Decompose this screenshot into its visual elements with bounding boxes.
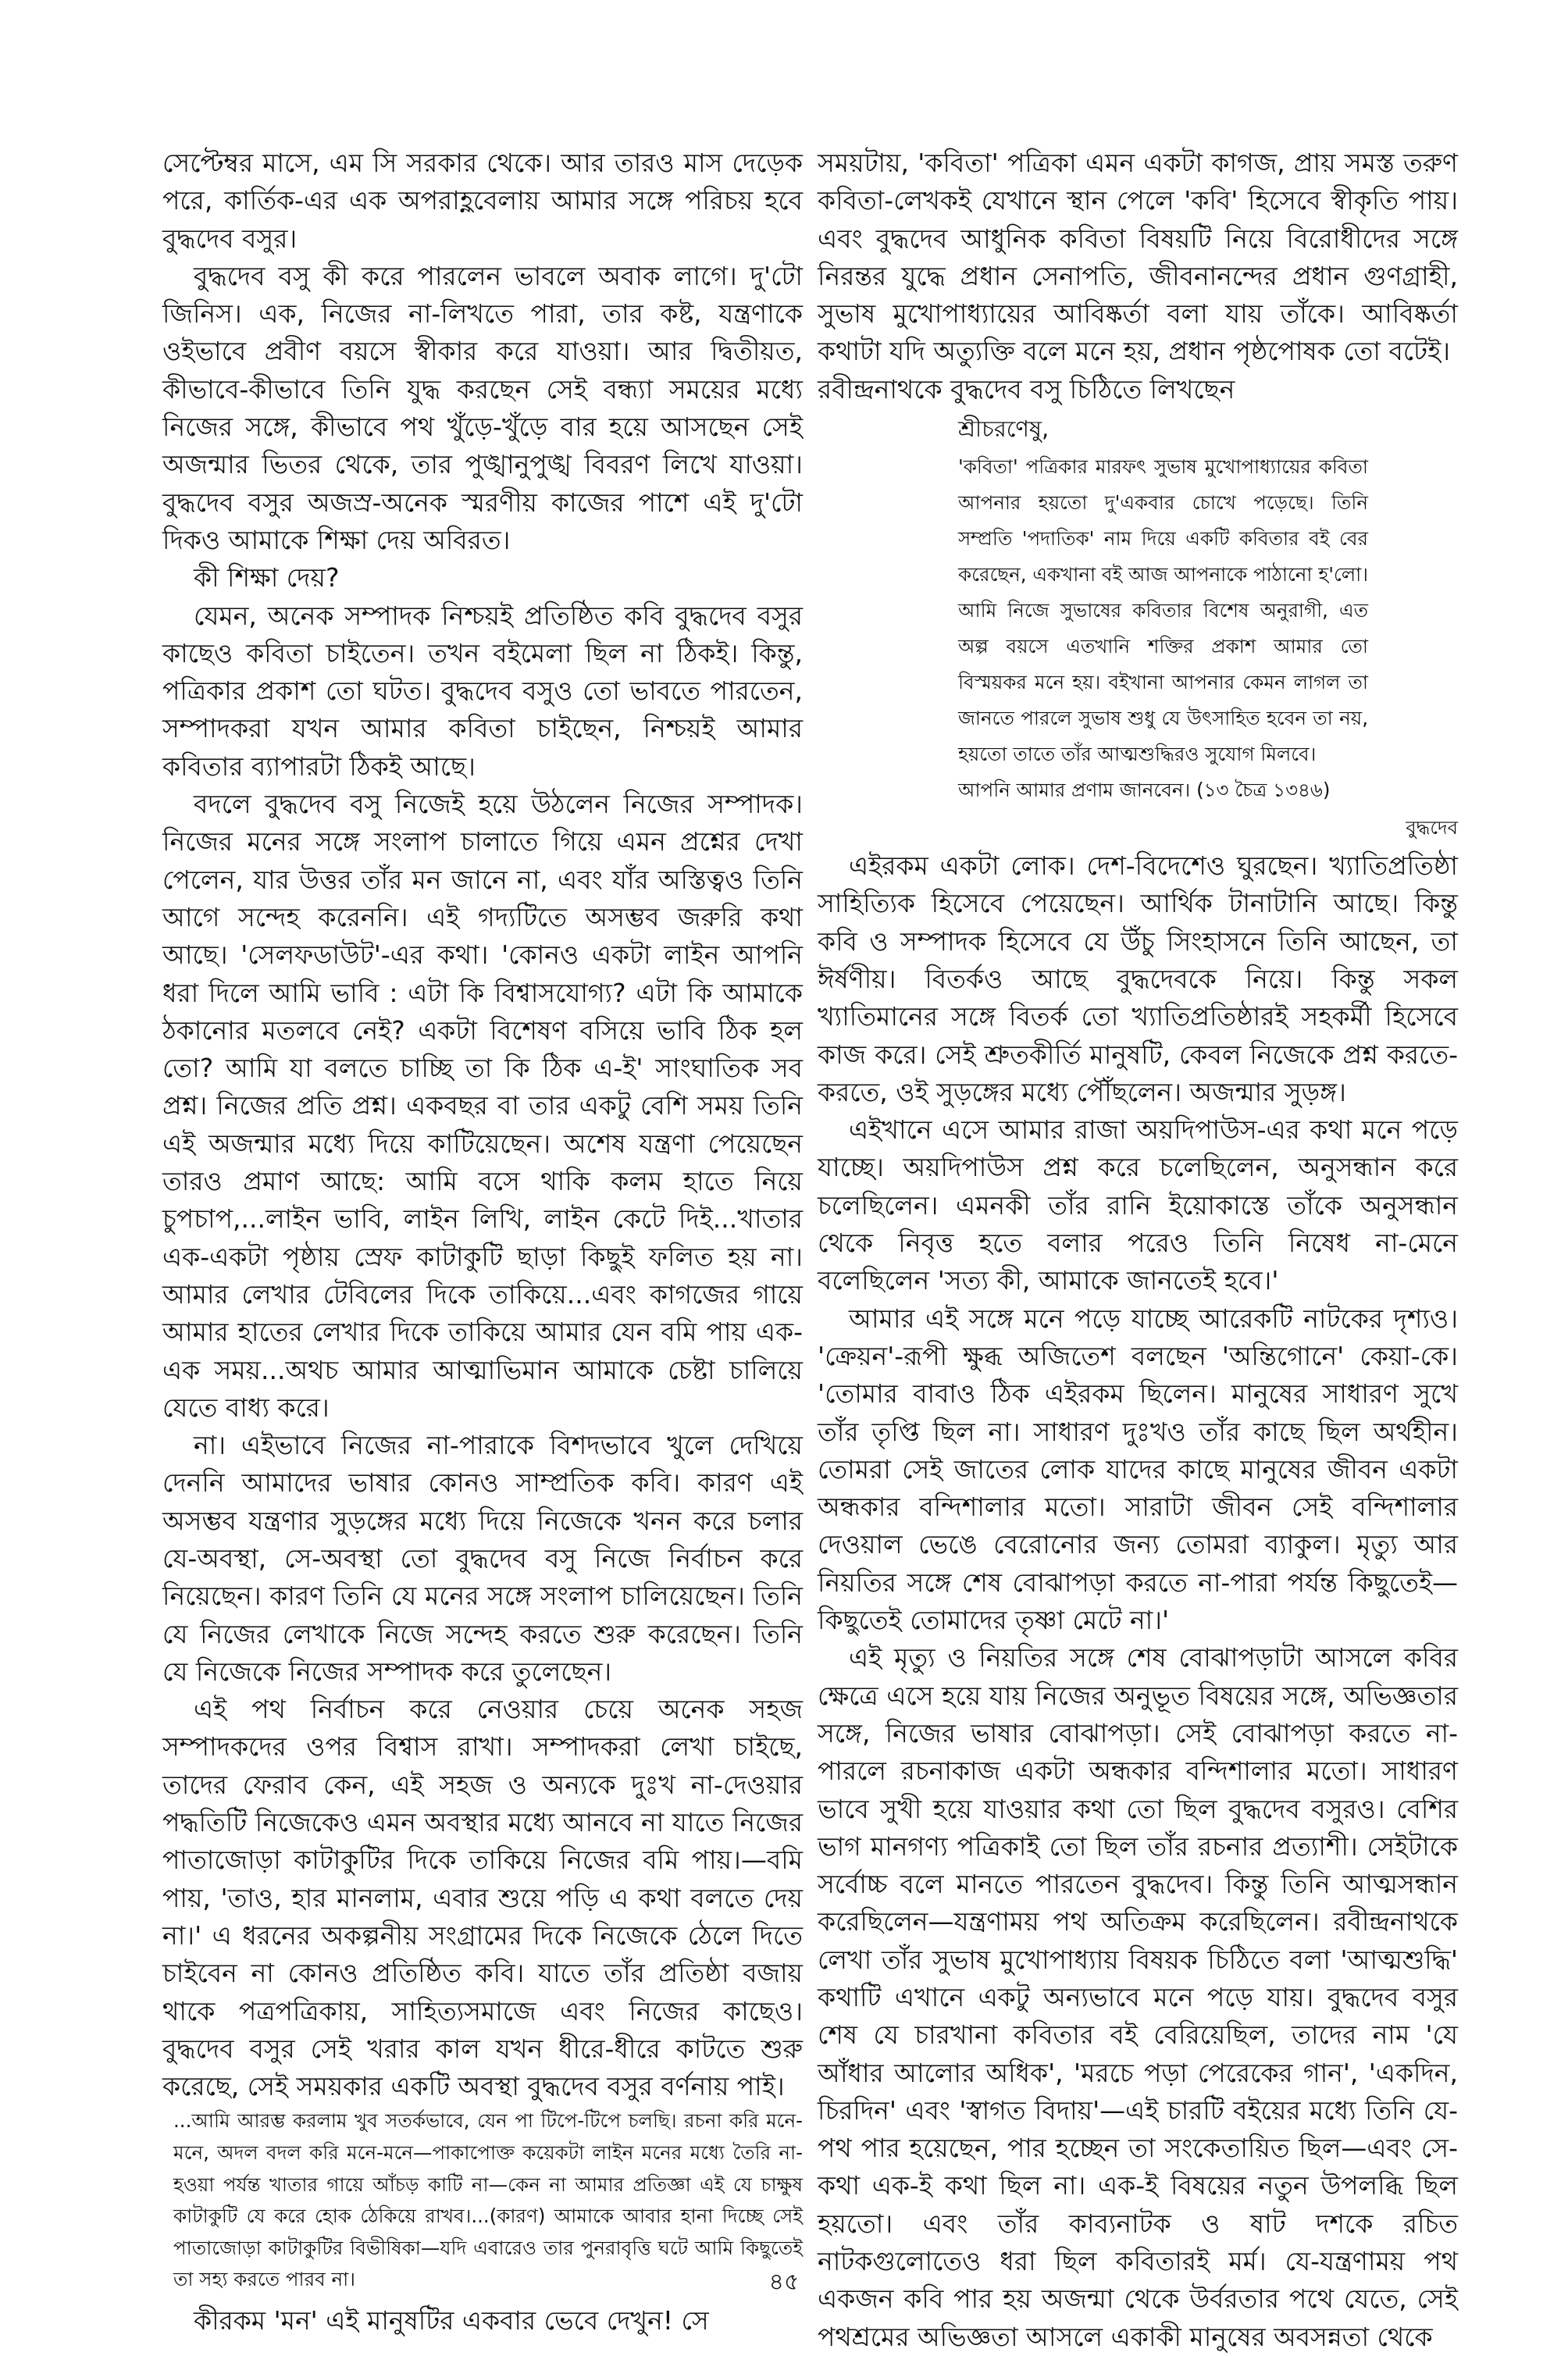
paragraph: এই পথ নির্বাচন করে নেওয়ার চেয়ে অনেক সহজ সম্পাদকদের ওপর বিশ্বাস রাখা। সম্পাদকরা লেখা চাইছে, তাদের ফেরাব কেন, এই সহজ ও অন্যকে দুঃখ না-দেওয়ার পদ্ধতিটি নিজেকেও এমন অবস্থার মধ্যে আনবে না যাতে নিজের পাতাজোড়া কাটাকুটির দিকে তাকিয়ে নিজের বমি পায়।—বমি পায়, 'তাও, হার মানলাম, এবার শুয়ে পড়ি এ কথা বলতে দেয় না।' এ ধরনের অকল্পনীয় সংগ্রামের দিকে নিজেকে ঠেলে দিতে চাইবেন না কোনও প্রতিষ্ঠিত কবি। যাতে তাঁর প্রতিষ্ঠা বজায় থাকে পত্রপত্রিকায়, সাহিত্যসমাজে এবং নিজের কাছেও। বুদ্ধদেব বসুর সেই খরার কাল যখন ধীরে-ধীরে কাটতে শুরু করেছে, সেই সময়কার একটি অবস্থা বুদ্ধদেব বসুর বর্ণনায় পাই। [162, 1694, 803, 2102]
paragraph: আমার এই সঙ্গে মনে পড়ে যাচ্ছে আরেকটি নাটকের দৃশ্যও। 'ক্রেয়ন'-রূপী ক্ষুব্ধ অজিতেশ বলছেন 'অন্তিগোনে' কেয়া-কে। 'তোমার বাবাও ঠিক এইরকম ছিলেন। মানুষের সাধারণ সুখে তাঁর তৃপ্তি ছিল না। সাধারণ দুঃখও তাঁর কাছে ছিল অর্থহীন। তোমরা সেই জাতের লোক যাদের কাছে মানুষের জীবন একটা অন্ধকার বন্দিশালার মতো। সারাটা জীবন সেই বন্দিশালার দেওয়াল ভেঙে বেরোনোর জন্য তোমরা ব্যাকুল। মৃত্যু আর নিয়তির সঙ্গে শেষ বোঝাপড়া করতে না-পারা পর্যন্ত কিছুতেই—কিছুতেই তোমাদের তৃষ্ণা মেটে না।' [818, 1303, 1458, 1636]
left-column [162, 144, 803, 2340]
letter-quote: আপনি আমার প্রণাম জানবেন। (১৩ চৈত্র ১৩৪৬) [958, 779, 1331, 802]
letter-signature: বুদ্ধদেব [1406, 817, 1458, 839]
paragraph: এইখানে এসে আমার রাজা অয়দিপাউস-এর কথা মনে পড়ে যাচ্ছে। অয়দিপাউস প্রশ্ন করে চলেছিলেন, অনুসন্ধান করে চলেছিলেন। এমনকী তাঁর রানি ইয়োকাস্তে তাঁকে অনুসন্ধান থেকে নিবৃত্ত হতে বলার পরেও তিনি নিষেধ না-মেনে বলেছিলেন 'সত্য কী, আমাকে জানতেই হবে।' [818, 1114, 1458, 1296]
paragraph: এই মৃত্যু ও নিয়তির সঙ্গে শেষ বোঝাপড়াটা আসলে কবির ক্ষেত্রে এসে হয়ে যায় নিজের অনুভূত বিষয়ের সঙ্গে, অভিজ্ঞতার সঙ্গে, নিজের ভাষার বোঝাপড়া। সেই বোঝাপড়া করতে না-পারলে রচনাকাজ একটা অন্ধকার বন্দিশালার মতো। সাধারণ ভাবে সুখী হয়ে যাওয়ার কথা তো ছিল বুদ্ধদেব বসুরও। বেশির ভাগ মানগণ্য পত্রিকাই তো ছিল তাঁর রচনার প্রত্যাশী। সেইটাকে সর্বোচ্চ বলে মানতে পারতেন বুদ্ধদেব। কিন্তু তিনি আত্মসন্ধান করেছিলেন—যন্ত্রণাময় পথ অতিক্রম করেছিলেন। রবীন্দ্রনাথকে লেখা তাঁর সুভাষ মুখোপাধ্যায় বিষয়ক চিঠিতে বলা 'আত্মশুদ্ধি' কথাটি এখানে একটু অন্যভাবে মনে পড়ে যায়। বুদ্ধদেব বসুর শেষ যে চারখানা কবিতার বই বেরিয়েছিল, তাদের নাম 'যে আঁধার আলোর অধিক', 'মরচে পড়া পেরেকের গান', 'একদিন, চিরদিন' এবং 'স্বাগত বিদায়'—এই চারটি বইয়ের মধ্যে তিনি যে-পথ পার হয়েছেন, পার হচ্ছেন তা সংকেতায়িত ছিল—এবং সে-কথা এক-ই কথা ছিল না। এক-ই বিষয়ের নতুন উপলব্ধি ছিল হয়তো। এবং তাঁর কাব্যনাটক ও ষাট দশকে রচিত নাটকগুলোতেও ধরা ছিল কবিতারই মর্ম। যে-যন্ত্রণাময় পথ একজন কবি পার হয় অজন্মা থেকে উর্বরতার পথে যেতে, সেই পথশ্রমের অভিজ্ঞতা আসলে একাকী মানুষের অবসন্নতা থেকে [818, 1642, 1458, 2352]
paragraph: বুদ্ধদেব বসু কী করে পারলেন ভাবলে অবাক লাগে। দু'টো জিনিস। এক, নিজের না-লিখতে পারা, তার কষ্ট, যন্ত্রণাকে ওইভাবে প্রবীণ বয়সে স্বীকার করে যাওয়া। আর দ্বিতীয়ত, কীভাবে-কীভাবে তিনি যুদ্ধ করছেন সেই বন্ধ্যা সময়ের মধ্যে নিজের সঙ্গে, কীভাবে পথ খুঁড়ে-খুঁড়ে বার হয়ে আসছেন সেই অজন্মার ভিতর থেকে, তার পুঙ্খানুপুঙ্খ বিবরণ লিখে যাওয়া। বুদ্ধদেব বসুর অজস্র-অনেক স্মরণীয় কাজের পাশে এই দু'টো দিকও আমাকে শিক্ষা দেয় অবিরত। [162, 260, 803, 555]
block-quote: ...আমি আরম্ভ করলাম খুব সতর্কভাবে, যেন পা টিপে-টিপে চলছি। রচনা করি মনে-মনে, অদল বদল করি মনে-মনে—পাকাপোক্ত কয়েকটা লাইন মনের মধ্যে তৈরি না-হওয়া পর্যন্ত খাতার গায়ে আঁচড় কাটি না—কেন না আমার প্রতিজ্ঞা এই যে চাক্ষুষ কাটাকুটি যে করে হোক ঠেকিয়ে রাখব।...(কারণ) আমাকে আবার হানা দিচ্ছে সেই পাতাজোড়া কাটাকুটির বিভীষিকা—যদি এবারেও তার পুনরাবৃত্তি ঘটে আমি কিছুতেই তা সহ্য করতে পারব না। [173, 2109, 803, 2291]
paragraph: কী শিক্ষা দেয়? [194, 562, 340, 593]
paragraph: রবীন্দ্রনাথকে বুদ্ধদেব বসু চিঠিতে লিখছেন [818, 373, 1235, 405]
letter-quote: 'কবিতা' পত্রিকার মারফৎ সুভাষ মুখোপাধ্যায়ের কবিতা আপনার হয়তো দু'একবার চোখে পড়েছে। তিনি সম্প্রতি 'পদাতিক' নাম দিয়ে একটি কবিতার বই বের করেছেন, একখানা বই আজ আপনাকে পাঠানো হ'লো। আমি নিজে সুভাষের কবিতার বিশেষ অনুরাগী, এত অল্প বয়সে এতখানি শক্তির প্রকাশ আমার তো বিস্ময়কর মনে হয়। বইখানা আপনার কেমন লাগল তা জানতে পারলে সুভাষ শুধু যে উৎসাহিত হবেন তা নয়, হয়তো তাতে তাঁর আত্মশুদ্ধিরও সুযোগ মিলবে। [958, 455, 1368, 766]
paragraph: সময়টায়, 'কবিতা' পত্রিকা এমন একটা কাগজ, প্রায় সমস্ত তরুণ কবিতা-লেখকই যেখানে স্থান পেলে 'কবি' হিসেবে স্বীকৃতি পায়। এবং বুদ্ধদেব আধুনিক কবিতা বিষয়টি নিয়ে বিরোধীদের সঙ্গে নিরন্তর যুদ্ধে প্রধান সেনাপতি, জীবনানন্দের প্রধান গুণগ্রাহী, সুভাষ মুখোপাধ্যায়ের আবিষ্কর্তা বলা যায় তাঁকে। আবিষ্কর্তা কথাটা যদি অত্যুক্তি বলে মনে হয়, প্রধান পৃষ্ঠপোষক তো বটেই। [818, 148, 1458, 367]
page-number: ৪৫ [768, 2269, 800, 2296]
paragraph: সেপ্টেম্বর মাসে, এম সি সরকার থেকে। আর তারও মাস দেড়েক পরে, কার্তিক-এর এক অপরাহ্ণবেলায় আমার সঙ্গে পরিচয় হবে বুদ্ধদেব বসুর। [162, 148, 803, 254]
right-column [818, 144, 1458, 2356]
paragraph: না। এইভাবে নিজের না-পারাকে বিশদভাবে খুলে দেখিয়ে দেননি আমাদের ভাষার কোনও সাম্প্রতিক কবি। কারণ এই অসম্ভব যন্ত্রণার সুড়ঙ্গের মধ্যে দিয়ে নিজেকে খনন করে চলার যে-অবস্থা, সে-অবস্থা তো বুদ্ধদেব বসু নিজে নির্বাচন করে নিয়েছেন। কারণ তিনি যে মনের সঙ্গে সংলাপ চালিয়েছেন। তিনি যে নিজের লেখাকে নিজে সন্দেহ করতে শুরু করেছেন। তিনি যে নিজেকে নিজের সম্পাদক করে তুলেছেন। [162, 1430, 803, 1687]
letter-salutation: শ্রীচরণেষু, [958, 415, 1049, 443]
paragraph: কীরকম 'মন' এই মানুষটির একবার ভেবে দেখুন! সে [194, 2305, 709, 2336]
paragraph: বদলে বুদ্ধদেব বসু নিজেই হয়ে উঠলেন নিজের সম্পাদক। নিজের মনের সঙ্গে সংলাপ চালাতে গিয়ে এমন প্রশ্নের দেখা পেলেন, যার উত্তর তাঁর মন জানে না, এবং যাঁর অস্তিত্বও তিনি আগে সন্দেহ করেননি। এই গদ্যটিতে অসম্ভব জরুরি কথা আছে। 'সেলফডাউট'-এর কথা। 'কোনও একটা লাইন আপনি ধরা দিলে আমি ভাবি : এটা কি বিশ্বাসযোগ্য? এটা কি আমাকে ঠকানোর মতলবে নেই? একটা বিশেষণ বসিয়ে ভাবি ঠিক হল তো? আমি যা বলতে চাচ্ছি তা কি ঠিক এ-ই' সাংঘাতিক সব প্রশ্ন। নিজের প্রতি প্রশ্ন। একবছর বা তার একটু বেশি সময় তিনি এই অজন্মার মধ্যে দিয়ে কাটিয়েছেন। অশেষ যন্ত্রণা পেয়েছেন তারও প্রমাণ আছে: আমি বসে থাকি কলম হাতে নিয়ে চুপচাপ,...লাইন ভাবি, লাইন লিখি, লাইন কেটে দিই...খাতার এক-একটা পৃষ্ঠায় স্রেফ কাটাকুটি ছাড়া কিছুই ফলিত হয় না। আমার লেখার টেবিলের দিকে তাকিয়ে...এবং কাগজের গায়ে আমার হাতের লেখার দিকে তাকিয়ে আমার যেন বমি পায় এক-এক সময়...অথচ আমার আত্মাভিমান আমাকে চেষ্টা চালিয়ে যেতে বাধ্য করে। [162, 789, 803, 1423]
paragraph: এইরকম একটা লোক। দেশ-বিদেশেও ঘুরছেন। খ্যাতিপ্রতিষ্ঠা সাহিত্যিক হিসেবে পেয়েছেন। আর্থিক টানাটানি আছে। কিন্তু কবি ও সম্পাদক হিসেবে যে উঁচু সিংহাসনে তিনি আছেন, তা ঈর্ষণীয়। বিতর্কও আছে বুদ্ধদেবকে নিয়ে। কিন্তু সকল খ্যাতিমানের সঙ্গে বিতর্ক তো খ্যাতিপ্রতিষ্ঠারই সহকর্মী হিসেবে কাজ করে। সেই শ্রুতকীর্তি মানুষটি, কেবল নিজেকে প্রশ্ন করতে-করতে, ওই সুড়ঙ্গের মধ্যে পৌঁছলেন। অজন্মার সুড়ঙ্গ। [818, 850, 1458, 1107]
paragraph: যেমন, অনেক সম্পাদক নিশ্চয়ই প্রতিষ্ঠিত কবি বুদ্ধদেব বসুর কাছেও কবিতা চাইতেন। তখন বইমেলা ছিল না ঠিকই। কিন্তু, পত্রিকার প্রকাশ তো ঘটত। বুদ্ধদেব বসুও তো ভাবতে পারতেন, সম্পাদকরা যখন আমার কবিতা চাইছেন, নিশ্চয়ই আমার কবিতার ব্যাপারটা ঠিকই আছে। [162, 600, 803, 782]
